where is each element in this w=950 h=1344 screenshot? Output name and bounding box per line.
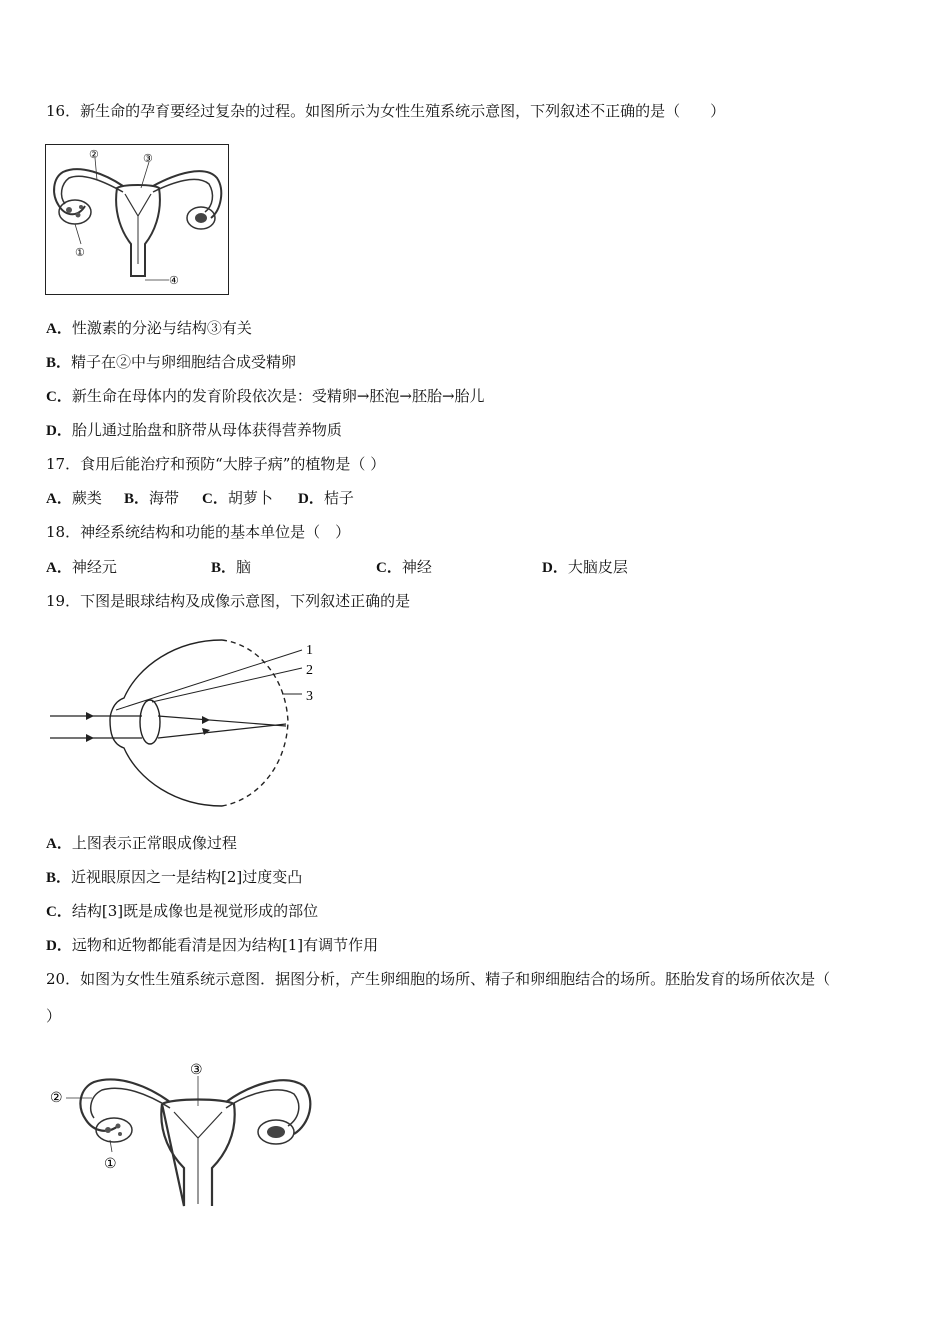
ray-arrow-icon	[202, 728, 210, 735]
q18-option-d[interactable]: D．大脑皮层	[542, 558, 628, 576]
q17-option-b[interactable]: B．海带	[124, 489, 180, 507]
q16-option-a[interactable]: A．性激素的分泌与结构③有关	[46, 319, 252, 337]
q18-option-c[interactable]: C．神经	[376, 558, 432, 576]
female-reproductive-diagram-2	[48, 1056, 318, 1208]
q19-figure	[46, 636, 336, 812]
label-4: ④	[169, 274, 179, 287]
q16-option-d[interactable]: D．胎儿通过胎盘和脐带从母体获得营养物质	[46, 421, 342, 439]
q16-stem: 16．新生命的孕育要经过复杂的过程。如图所示为女性生殖系统示意图，下列叙述不正确的是（ ）	[46, 102, 726, 120]
ray-arrow-icon	[86, 734, 94, 742]
q18-option-a[interactable]: A．神经元	[46, 558, 117, 576]
q20-stem-line2: ）	[46, 1007, 62, 1025]
eye-label-3: 3	[306, 689, 313, 704]
q17-stem: 17．食用后能治疗和预防“大脖子病”的植物是（ ）	[46, 455, 386, 473]
q19-option-b[interactable]: B．近视眼原因之一是结构[2]过度变凸	[46, 868, 303, 886]
ray-arrow-icon	[86, 712, 94, 720]
q17-option-a[interactable]: A．蕨类	[46, 489, 102, 507]
q18-stem: 18．神经系统结构和功能的基本单位是（ ）	[46, 523, 351, 541]
q19-stem: 19．下图是眼球结构及成像示意图，下列叙述正确的是	[46, 592, 411, 610]
eye-diagram	[46, 636, 336, 812]
q17-option-c[interactable]: C．胡萝卜	[202, 489, 273, 507]
eye-label-1: 1	[306, 643, 313, 658]
q16-option-b[interactable]: B．精子在②中与卵细胞结合成受精卵	[46, 353, 297, 371]
q20-stem-line1: 20．如图为女性生殖系统示意图．据图分析，产生卵细胞的场所、精子和卵细胞结合的场所。胚胎发育的场所依次是（	[46, 970, 831, 988]
q19-option-a[interactable]: A．上图表示正常眼成像过程	[46, 834, 237, 852]
q19-option-d[interactable]: D．远物和近物都能看清是因为结构[1]有调节作用	[46, 936, 379, 954]
female-reproductive-diagram	[45, 144, 229, 295]
q18-option-b[interactable]: B．脑	[211, 558, 252, 576]
q18-options	[46, 557, 746, 577]
label-2: ②	[50, 1090, 63, 1106]
eye-label-2: 2	[306, 663, 313, 678]
label-2: ②	[89, 148, 99, 161]
q16-figure	[45, 144, 229, 295]
q20-figure	[48, 1056, 318, 1208]
q17-option-d[interactable]: D．桔子	[298, 489, 354, 507]
q17-options	[46, 488, 546, 508]
label-3: ③	[190, 1062, 203, 1078]
q16-option-c[interactable]: C．新生命在母体内的发育阶段依次是：受精卵→胚泡→胚胎→胎儿	[46, 387, 485, 405]
q19-option-c[interactable]: C．结构[3]既是成像也是视觉形成的部位	[46, 902, 319, 920]
label-1: ①	[104, 1156, 117, 1172]
ray-arrow-icon	[202, 716, 210, 724]
label-3: ③	[143, 152, 153, 165]
label-1: ①	[75, 246, 85, 259]
